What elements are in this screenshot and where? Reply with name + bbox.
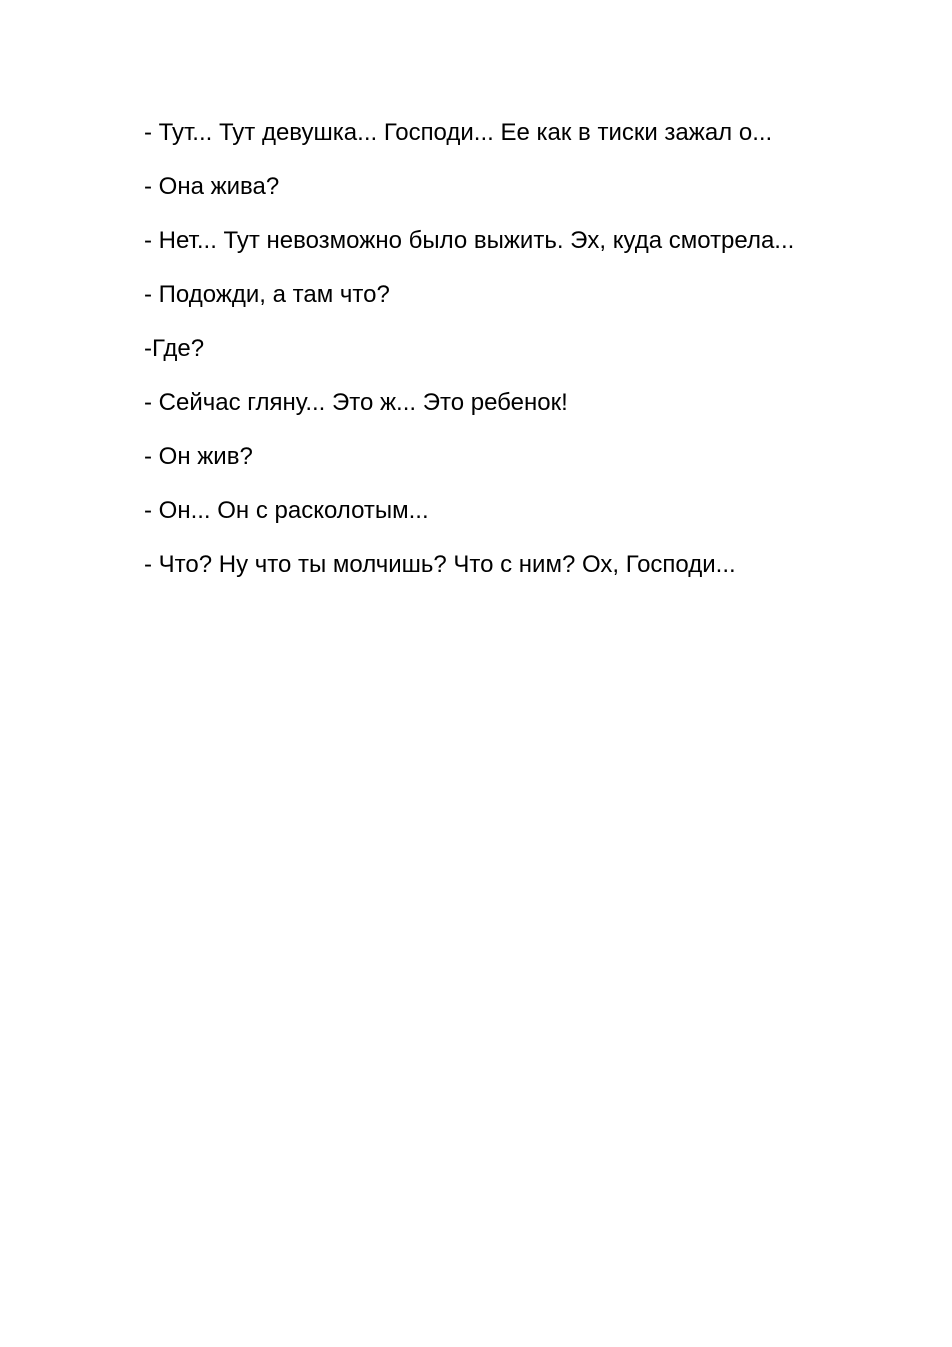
dialogue-line: - Что? Ну что ты молчишь? Что с ним? Ох, Господи... — [144, 551, 736, 578]
document-text — [144, 114, 808, 600]
dialogue-line: - Он жив? — [144, 443, 253, 470]
dialogue-line: - Подожди, а там что? — [144, 281, 390, 308]
dialogue-line: -Где? — [144, 335, 205, 362]
dialogue-line: - Нет... Тут невозможно было выжить. Эх, куда смотрела... — [144, 227, 795, 254]
dialogue-line: - Тут... Тут девушка... Господи... Ее как в тиски зажал о... — [144, 119, 773, 146]
dialogue-line: - Она жива? — [144, 173, 280, 200]
dialogue-line: - Сейчас гляну... Это ж... Это ребенок! — [144, 389, 568, 416]
dialogue-line: - Он... Он с расколотым... — [144, 497, 429, 524]
